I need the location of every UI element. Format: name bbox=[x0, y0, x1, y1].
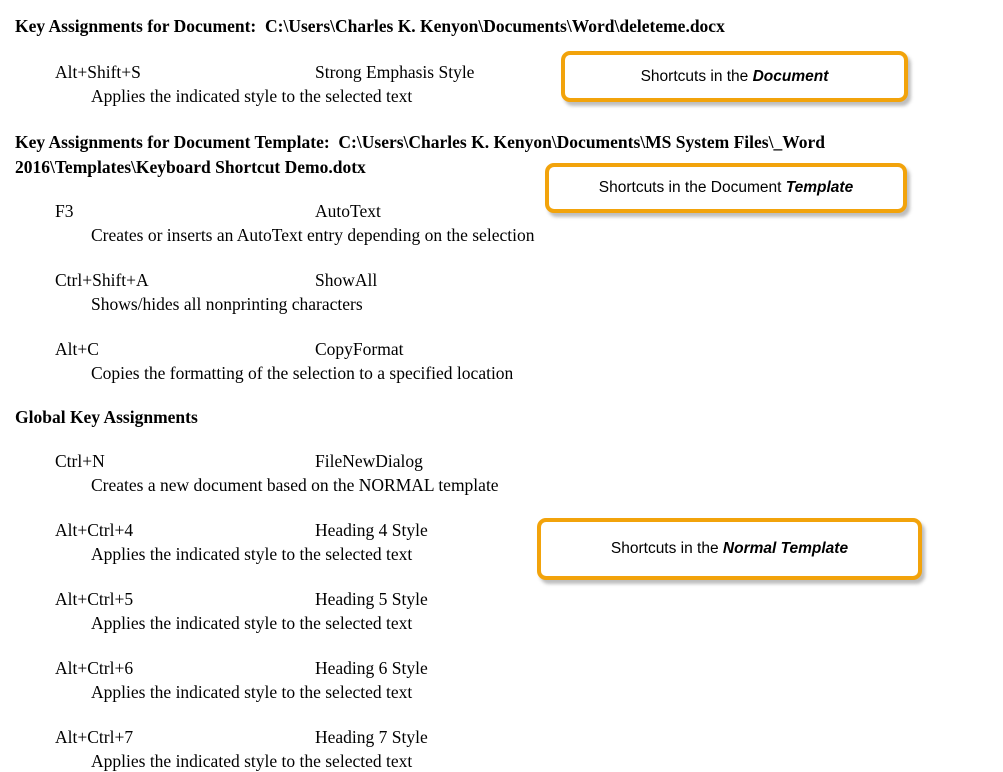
callout-shortcuts-in-document-template bbox=[545, 163, 907, 213]
command-name: CopyFormat bbox=[315, 339, 404, 359]
callout-shortcuts-in-document bbox=[561, 51, 908, 102]
shortcut-row bbox=[15, 268, 991, 292]
key-combination: Alt+Ctrl+4 bbox=[55, 520, 134, 540]
command-description: Applies the indicated style to the selected text bbox=[91, 613, 413, 633]
callout-emphasis: Template bbox=[785, 179, 854, 196]
command-name: FileNewDialog bbox=[315, 451, 423, 471]
command-name: ShowAll bbox=[315, 270, 378, 290]
command-description: Applies the indicated style to the selected text bbox=[91, 751, 413, 771]
shortcut-entry bbox=[15, 725, 991, 772]
callout-emphasis: Normal Template bbox=[722, 540, 849, 557]
shortcut-entry bbox=[15, 656, 991, 704]
callout-text: Shortcuts in the bbox=[640, 67, 753, 85]
command-description: Applies the indicated style to the selected text bbox=[91, 86, 413, 106]
shortcut-entry bbox=[15, 337, 991, 385]
command-description: Applies the indicated style to the selected text bbox=[91, 682, 413, 702]
key-combination: F3 bbox=[55, 201, 74, 221]
command-name: Heading 7 Style bbox=[315, 727, 428, 747]
callout-text: Shortcuts in the bbox=[610, 540, 723, 557]
callout-shortcuts-in-normal-template bbox=[537, 518, 922, 580]
section-heading-document: Key Assignments for Document: C:\Users\Charles K. Kenyon\Documents\Word\deleteme.docx bbox=[15, 16, 725, 36]
command-description: Copies the formatting of the selection to a specified location bbox=[91, 363, 514, 383]
shortcut-row bbox=[15, 725, 991, 749]
document-content bbox=[15, 14, 991, 772]
key-combination: Ctrl+N bbox=[55, 451, 105, 471]
key-combination: Alt+Shift+S bbox=[55, 62, 141, 82]
command-description: Creates or inserts an AutoText entry depending on the selection bbox=[91, 225, 535, 245]
callout-emphasis: Document bbox=[752, 67, 829, 85]
command-description: Shows/hides all nonprinting characters bbox=[91, 294, 363, 314]
section-heading-document-template: Key Assignments for Document Template: C:\Users\Charles K. Kenyon\Documents\MS System Files\_Word 2016\Templates\Keyboard Shortcut Demo.dotx bbox=[15, 132, 830, 177]
key-combination: Alt+C bbox=[55, 339, 99, 359]
key-combination: Ctrl+Shift+A bbox=[55, 270, 149, 290]
command-description: Applies the indicated style to the selected text bbox=[91, 544, 413, 564]
key-combination: Alt+Ctrl+5 bbox=[55, 589, 134, 609]
command-name: Strong Emphasis Style bbox=[315, 62, 475, 82]
command-name: AutoText bbox=[315, 201, 381, 221]
command-name: Heading 6 Style bbox=[315, 658, 428, 678]
command-description: Creates a new document based on the NORMAL template bbox=[91, 475, 499, 495]
shortcut-entry bbox=[15, 587, 991, 635]
callout-text: Shortcuts in the Document bbox=[598, 179, 786, 196]
shortcut-entry bbox=[15, 268, 991, 316]
command-name: Heading 4 Style bbox=[315, 520, 428, 540]
key-combination: Alt+Ctrl+6 bbox=[55, 658, 134, 678]
section-heading-global: Global Key Assignments bbox=[15, 407, 198, 427]
shortcut-row bbox=[15, 337, 991, 361]
shortcut-row bbox=[15, 656, 991, 680]
shortcut-row bbox=[15, 449, 991, 473]
shortcut-row bbox=[15, 587, 991, 611]
key-combination: Alt+Ctrl+7 bbox=[55, 727, 134, 747]
command-name: Heading 5 Style bbox=[315, 589, 428, 609]
shortcut-entry bbox=[15, 449, 991, 497]
